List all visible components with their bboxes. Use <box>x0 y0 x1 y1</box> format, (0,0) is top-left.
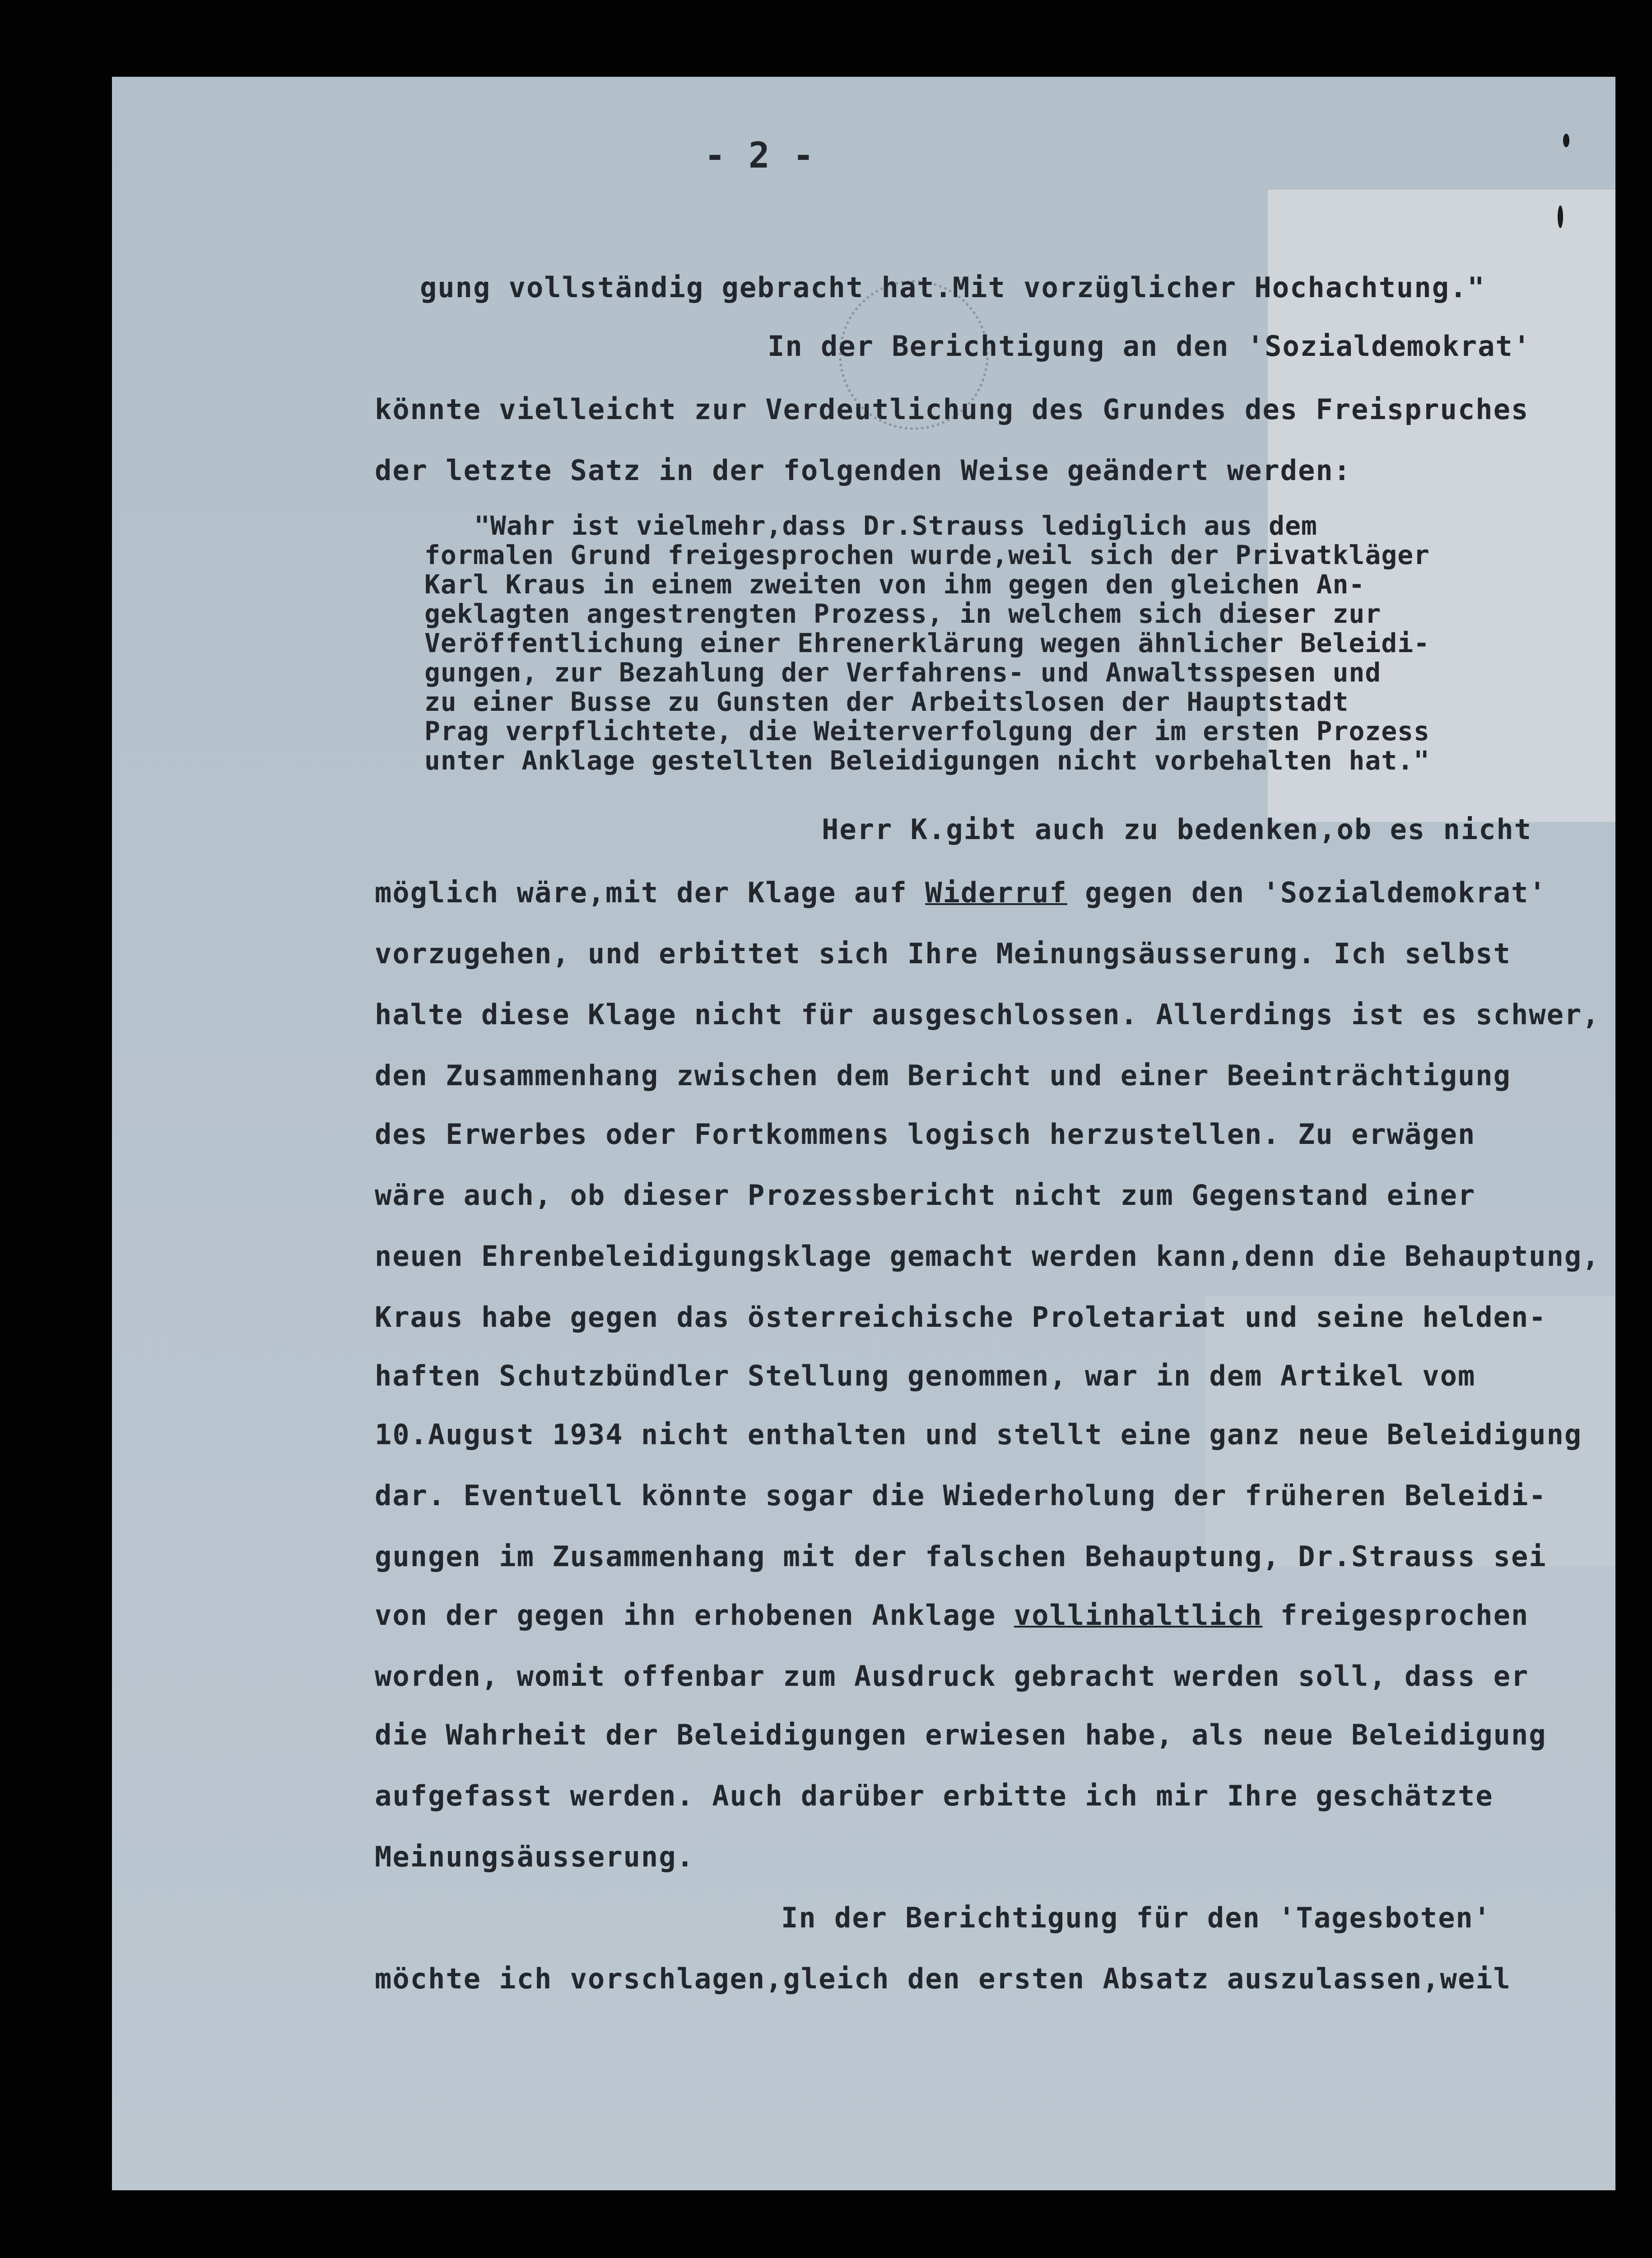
body-line-10: haften Schutzbündler Stellung genommen, war in dem Artikel vom <box>375 1359 1476 1392</box>
body-line-2a: möglich wäre,mit der Klage auf <box>375 876 926 909</box>
body-line-1: Herr K.gibt auch zu bedenken,ob es nicht <box>822 813 1532 846</box>
body-line-6: des Erwerbes oder Fortkommens logisch herzustellen. Zu erwägen <box>375 1118 1476 1151</box>
text-line-2: In der Berichtigung an den 'Sozialdemokrat' <box>768 330 1531 363</box>
body-line-5: den Zusammenhang zwischen dem Bericht und einer Beeinträchtigung <box>375 1059 1511 1092</box>
quote-line-4: geklagten angestrengten Prozess, in welchem sich dieser zur <box>424 598 1382 629</box>
quote-line-6: gungen, zur Bezahlung der Verfahrens- und Anwaltsspesen und <box>424 657 1382 688</box>
body-line-3: vorzugehen, und erbittet sich Ihre Meinungsäusserung. Ich selbst <box>375 937 1511 970</box>
body-line-2b: gegen den 'Sozialdemokrat' <box>1067 876 1547 909</box>
body-line-20: möchte ich vorschlagen,gleich den ersten Absatz auszulassen,weil <box>375 1962 1511 1995</box>
quote-line-1: "Wahr ist vielmehr,dass Dr.Strauss lediglich aus dem <box>474 510 1317 541</box>
text-line-3: könnte vielleicht zur Verdeutlichung des Grundes des Freispruches <box>375 393 1529 426</box>
body-line-12: dar. Eventuell könnte sogar die Wiederholung der früheren Beleidi- <box>375 1479 1547 1512</box>
body-line-2 <box>375 876 1547 909</box>
text-line-4: der letzte Satz in der folgenden Weise geändert werden: <box>375 454 1351 487</box>
punch-mark-mid <box>1558 205 1563 228</box>
quote-line-8: Prag verpflichtete, die Weiterverfolgung der im ersten Prozess <box>424 716 1430 746</box>
quote-line-7: zu einer Busse zu Gunsten der Arbeitslosen der Hauptstadt <box>424 686 1349 717</box>
punch-mark-top <box>1563 134 1569 147</box>
body-line-8: neuen Ehrenbeleidigungsklage gemacht werden kann,denn die Behauptung, <box>375 1240 1600 1273</box>
body-line-7: wäre auch, ob dieser Prozessbericht nicht zum Gegenstand einer <box>375 1179 1476 1212</box>
body-line-13: gungen im Zusammenhang mit der falschen Behauptung, Dr.Strauss sei <box>375 1540 1547 1573</box>
body-line-14b: freigesprochen <box>1262 1599 1529 1632</box>
page-number: - 2 - <box>704 135 815 176</box>
quote-line-2: formalen Grund freigesprochen wurde,weil sich der Privatkläger <box>424 540 1430 570</box>
body-line-19: In der Berichtigung für den 'Tagesboten' <box>781 1901 1492 1934</box>
quote-line-9: unter Anklage gestellten Beleidigungen nicht vorbehalten hat." <box>424 745 1430 776</box>
body-line-18: Meinungsäusserung. <box>375 1840 694 1873</box>
body-line-14 <box>375 1599 1529 1632</box>
body-line-15: worden, womit offenbar zum Ausdruck gebracht werden soll, dass er <box>375 1660 1529 1693</box>
underlined-word-vollinhaltlich: vollinhaltlich <box>1014 1599 1263 1632</box>
body-line-9: Kraus habe gegen das österreichische Proletariat und seine helden- <box>375 1301 1547 1334</box>
body-line-14a: von der gegen ihn erhobenen Anklage <box>375 1599 1014 1632</box>
underlined-word-widerruf: Widerruf <box>925 876 1067 909</box>
body-line-16: die Wahrheit der Beleidigungen erwiesen habe, als neue Beleidigung <box>375 1718 1547 1751</box>
body-line-17: aufgefasst werden. Auch darüber erbitte ich mir Ihre geschätzte <box>375 1779 1494 1812</box>
text-line-1: gung vollständig gebracht hat.Mit vorzüglicher Hochachtung." <box>420 271 1485 304</box>
quote-line-5: Veröffentlichung einer Ehrenerklärung wegen ähnlicher Beleidi- <box>424 628 1430 658</box>
body-line-11: 10.August 1934 nicht enthalten und stellt eine ganz neue Beleidigung <box>375 1418 1582 1451</box>
quote-line-3: Karl Kraus in einem zweiten von ihm gegen den gleichen An- <box>424 569 1365 600</box>
body-line-4: halte diese Klage nicht für ausgeschlossen. Allerdings ist es schwer, <box>375 998 1600 1031</box>
